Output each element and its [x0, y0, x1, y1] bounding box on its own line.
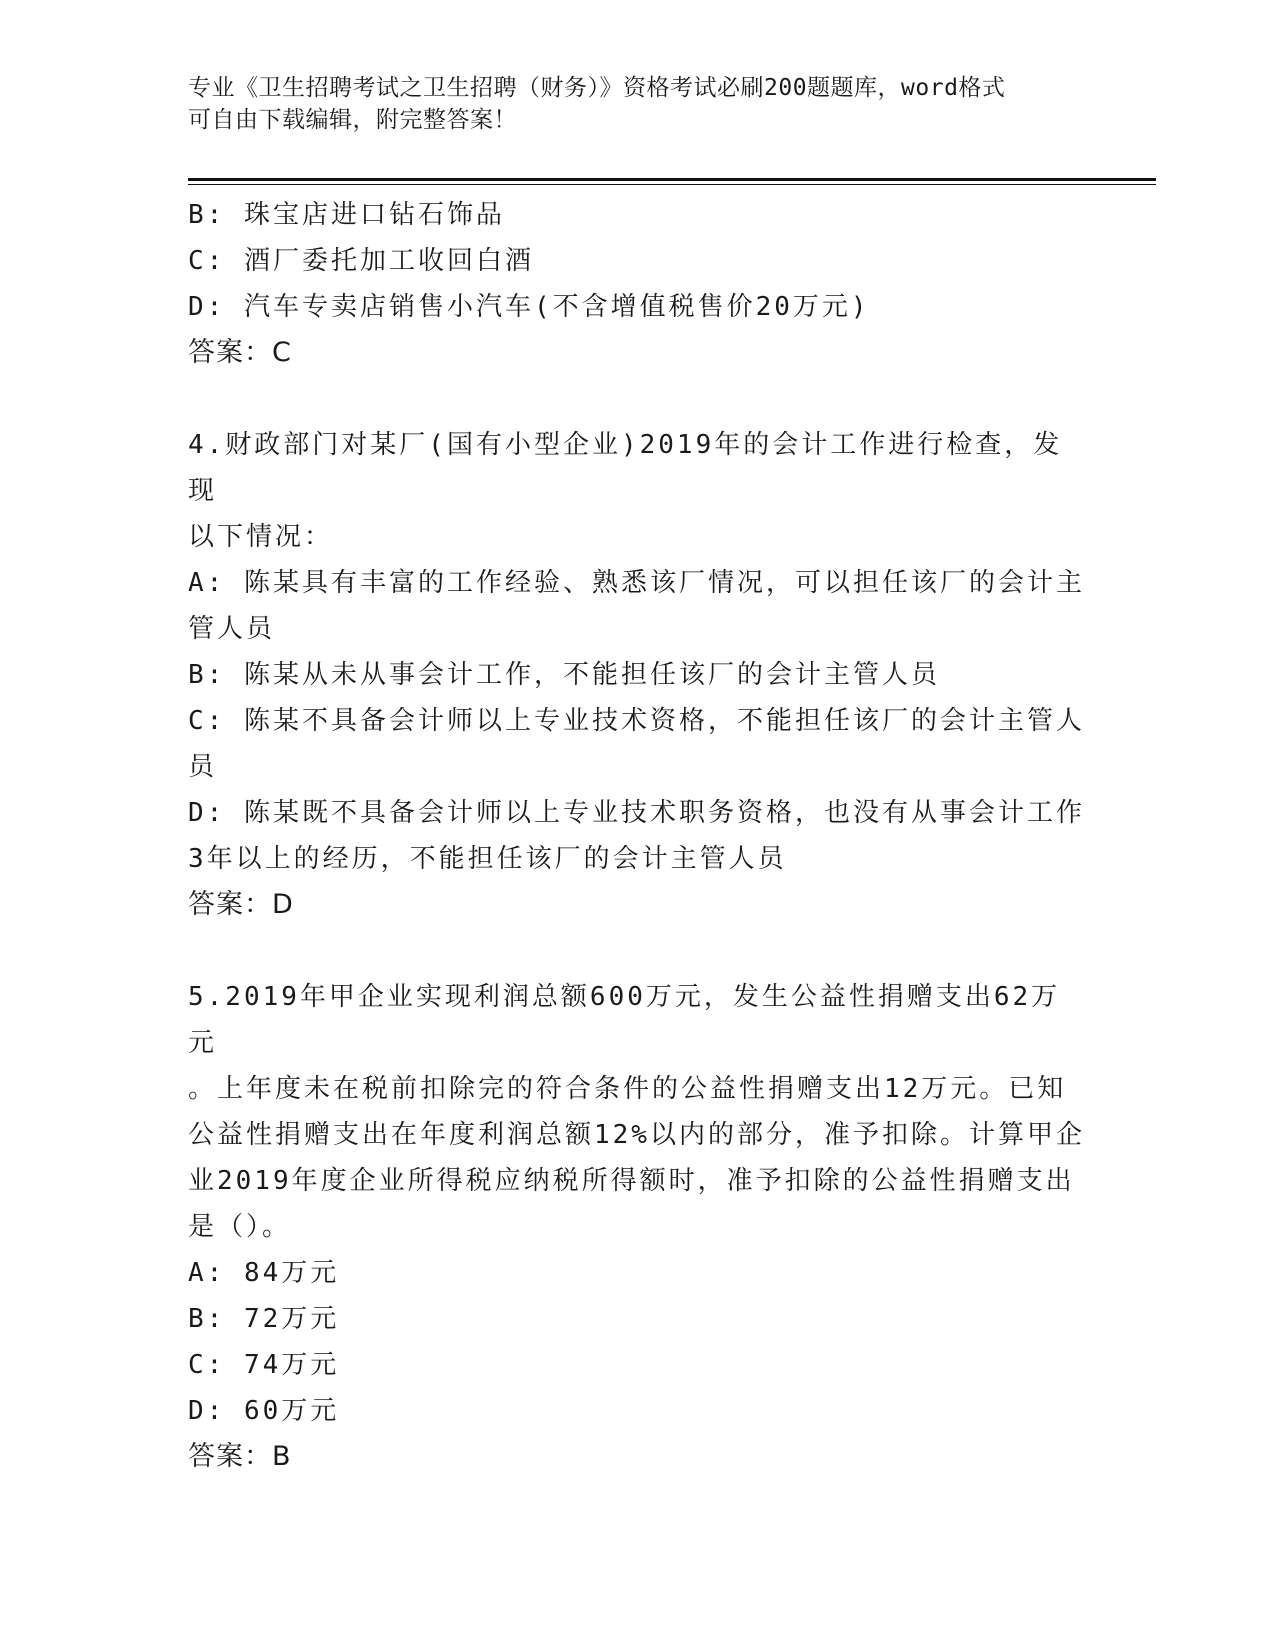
q4-option-b: B: 陈某从未从事会计工作，不能担任该厂的会计主管人员 — [188, 660, 940, 690]
header-rule-thick — [188, 178, 1156, 181]
q5-option-c: C: 74万元 — [188, 1350, 340, 1380]
q5-option-d: D: 60万元 — [188, 1396, 340, 1426]
q4-option-a-line-1: A: 陈某具有丰富的工作经验、熟悉该厂情况，可以担任该厂的会计主 — [188, 568, 1085, 598]
q5-stem-line-2: 。上年度未在税前扣除完的符合条件的公益性捐赠支出12万元。已知 — [188, 1074, 1067, 1104]
question-4 — [188, 422, 1088, 928]
document-header — [188, 72, 1088, 136]
question-3-fragment — [188, 192, 1088, 376]
q4-option-a-line-2: 管人员 — [188, 614, 276, 644]
q4-stem-line-1: 4.财政部门对某厂(国有小型企业)2019年的会计工作进行检查，发现 — [188, 430, 1063, 506]
q3-option-c: C: 酒厂委托加工收回白酒 — [188, 246, 534, 276]
q5-option-b: B: 72万元 — [188, 1304, 340, 1334]
question-5 — [188, 974, 1088, 1480]
q5-answer: 答案：B — [188, 1441, 292, 1472]
question-content — [188, 192, 1088, 1480]
q4-option-c-line-2: 员 — [188, 752, 218, 782]
section-spacer — [188, 928, 1088, 974]
q5-stem-line-3: 公益性捐赠支出在年度利润总额12%以内的部分，准予扣除。计算甲企 — [188, 1120, 1085, 1150]
q5-option-a: A: 84万元 — [188, 1258, 340, 1288]
q4-option-d-line-2: 3年以上的经历，不能担任该厂的会计主管人员 — [188, 844, 787, 874]
q5-stem-line-1: 5.2019年甲企业实现利润总额600万元，发生公益性捐赠支出62万元 — [188, 982, 1061, 1058]
section-spacer — [188, 376, 1088, 422]
q5-stem-line-4: 业2019年度企业所得税应纳税所得额时，准予扣除的公益性捐赠支出 — [188, 1166, 1075, 1196]
header-title-line-2: 可自由下载编辑，附完整答案！ — [188, 107, 517, 133]
q5-stem-line-5: 是（）。 — [188, 1212, 292, 1242]
q3-option-d: D: 汽车专卖店销售小汽车(不含增值税售价20万元) — [188, 292, 870, 322]
q4-answer: 答案：D — [188, 889, 294, 920]
header-title-line-1: 专业《卫生招聘考试之卫生招聘（财务）》资格考试必刷200题题库，word格式 — [188, 75, 1006, 101]
q3-answer: 答案：C — [188, 337, 292, 368]
q3-option-b: B: 珠宝店进口钻石饰品 — [188, 200, 505, 230]
header-rule-thin — [188, 184, 1156, 185]
q4-option-d-line-1: D: 陈某既不具备会计师以上专业技术职务资格，也没有从事会计工作 — [188, 798, 1085, 828]
q4-option-c-line-1: C: 陈某不具备会计师以上专业技术资格，不能担任该厂的会计主管人 — [188, 706, 1085, 736]
q4-stem-line-2: 以下情况： — [188, 522, 334, 552]
